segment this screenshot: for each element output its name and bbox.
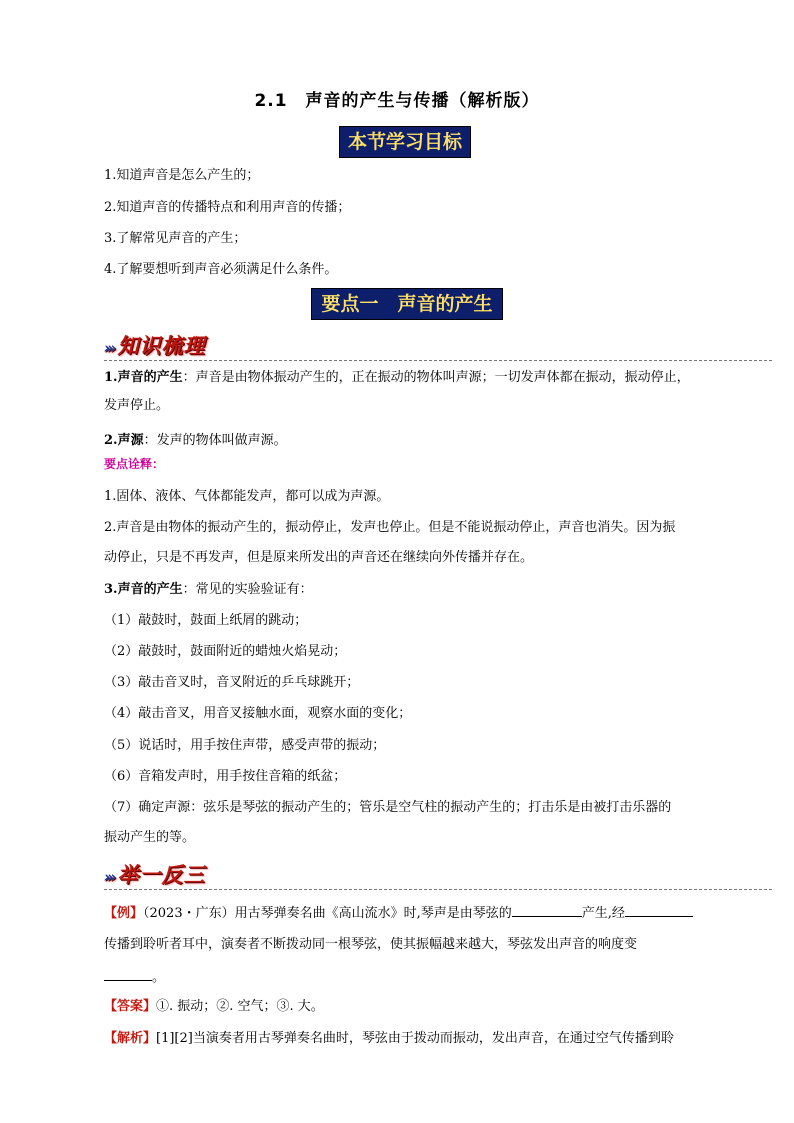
example-text: 产生,经 — [581, 906, 625, 921]
experiment-item: （4）敲击音叉，用音叉接触水面，观察水面的变化； — [104, 706, 412, 721]
knowledge-item-1 — [104, 368, 690, 388]
arrows-icon: ››› — [104, 339, 114, 357]
example-line-1 — [104, 902, 693, 924]
goal-item: 3.了解常见声音的产生； — [104, 231, 247, 246]
answer-line — [104, 997, 324, 1017]
analysis-tag: 【解析】 — [104, 1031, 157, 1046]
item-text: ：声音是由物体振动产生的，正在振动的物体叫声源；一切发声体都在振动，振动停止， — [182, 370, 690, 385]
knowledge-item-1-cont: 发声停止。 — [104, 398, 170, 413]
note-item: 1.固体、液体、气体都能发声，都可以成为声源。 — [104, 489, 390, 504]
key-point-banner: 要点一 声音的产生 — [311, 288, 503, 320]
experiment-item: （1）敲鼓时，鼓面上纸屑的跳动； — [104, 613, 308, 628]
goal-item: 4.了解要想听到声音必须满足什么条件。 — [104, 262, 338, 277]
example-line-3 — [104, 966, 165, 988]
note-item-cont: 动停止，只是不再发声，但是原来所发出的声音还在继续向外传播并存在。 — [104, 550, 534, 565]
example-text: 用古琴弹奏名曲《高山流水》时,琴声是由琴弦的 — [234, 906, 512, 921]
answer-blank[interactable] — [104, 966, 152, 981]
page-title: 2.1 声音的产生与传播（解析版） — [254, 91, 540, 111]
item-label: 2.声源 — [104, 433, 144, 448]
experiment-item: （5）说话时，用手按住声带，感受声带的振动； — [104, 738, 386, 753]
analysis-text: [1][2]当演奏者用古琴弹奏名曲时，琴弦由于拨动而振动，发出声音，在通过空气传播到聆 — [156, 1031, 674, 1046]
goal-item: 1.知道声音是怎么产生的； — [104, 168, 260, 183]
experiment-item: （2）敲鼓时，鼓面附近的蜡烛火焰晃动； — [104, 644, 347, 659]
example-text: 。 — [152, 970, 166, 985]
experiment-item: （7）确定声源：弦乐是琴弦的振动产生的；管乐是空气柱的振动产生的；打击乐是由被打击乐器的 — [104, 800, 672, 815]
knowledge-item-2 — [104, 431, 287, 451]
learning-goals-banner: 本节学习目标 — [339, 126, 471, 158]
answer-blank[interactable] — [512, 902, 582, 917]
answer-tag: 【答案】 — [104, 999, 157, 1014]
examples-section-header — [104, 859, 206, 889]
goal-item: 2.知道声音的传播特点和利用声音的传播； — [104, 200, 351, 215]
note-label: 要点诠释： — [104, 457, 165, 471]
item-text: ：常见的实验验证有： — [182, 582, 313, 597]
example-source: （2023・广东） — [143, 906, 235, 921]
section-divider — [104, 889, 772, 890]
item-text: ：发声的物体叫做声源。 — [143, 433, 287, 448]
note-item: 2.声音是由物体的振动产生的，振动停止，发声也停止。但是不能说振动停止，声音也消失。因为振 — [104, 520, 676, 535]
experiment-item: （6）音箱发声时，用手按住音箱的纸盆； — [104, 769, 347, 784]
knowledge-item-3 — [104, 580, 313, 600]
section-label: 知识梳理 — [117, 334, 206, 358]
arrows-icon: ››› — [104, 868, 114, 886]
item-label: 3.声音的产生 — [104, 582, 183, 597]
section-divider — [104, 360, 772, 361]
analysis-line — [104, 1029, 674, 1049]
example-line-2: 传播到聆听者耳中，演奏者不断拨动同一根琴弦，使其振幅越来越大，琴弦发出声音的响度变 — [104, 937, 638, 952]
section-label: 举一反三 — [117, 863, 206, 887]
answer-text: ①. 振动；②. 空气；③. 大。 — [156, 999, 324, 1014]
experiment-item: （3）敲击音叉时，音叉附近的乒乓球跳开； — [104, 675, 360, 690]
answer-blank[interactable] — [625, 902, 693, 917]
knowledge-section-header — [104, 330, 206, 360]
example-tag: 【例】 — [104, 906, 144, 921]
experiment-item-cont: 振动产生的等。 — [104, 830, 196, 845]
item-label: 1.声音的产生 — [104, 370, 183, 385]
